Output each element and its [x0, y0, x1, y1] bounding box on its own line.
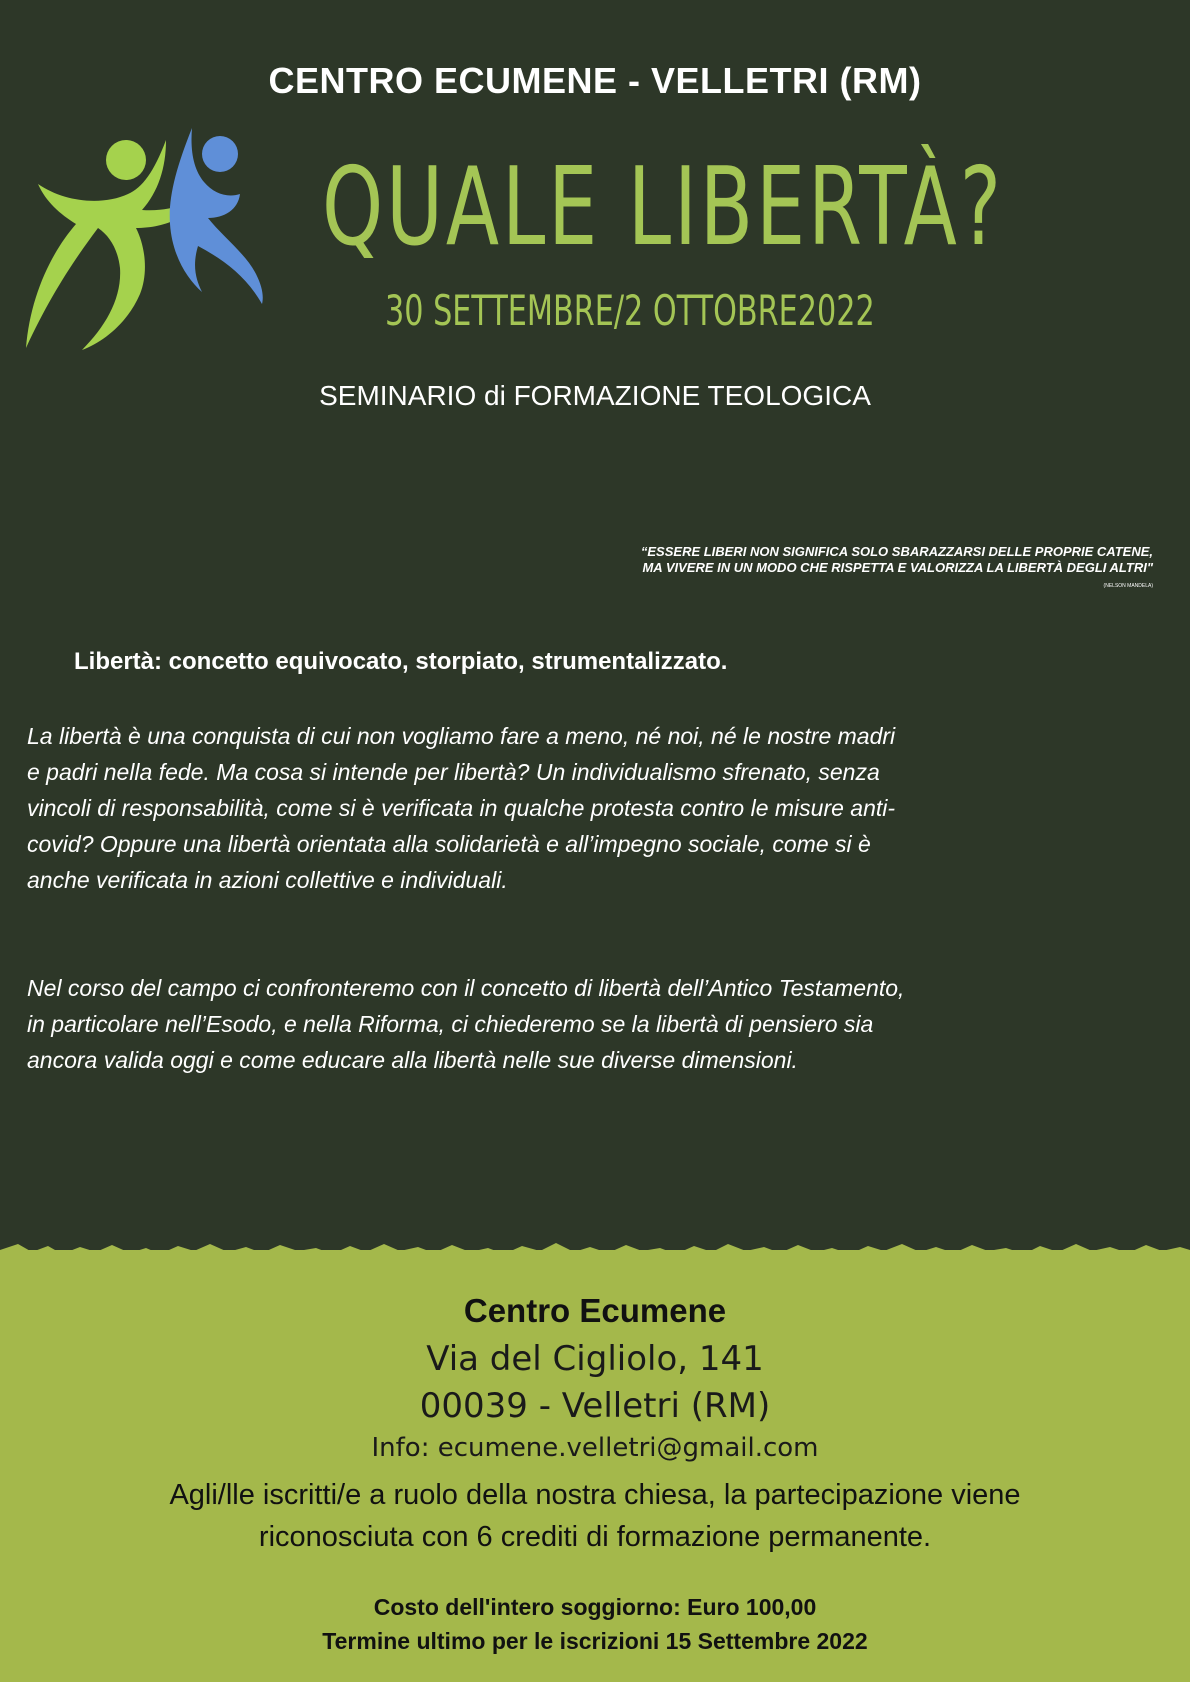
event-subtitle: SEMINARIO di FORMAZIONE TEOLOGICA — [319, 380, 871, 411]
blue-figure — [170, 128, 263, 304]
credits-note — [0, 1474, 1190, 1558]
event-title: QUALE LIBERTÀ? — [322, 145, 1004, 270]
organization-name: Centro Ecumene — [463, 1292, 727, 1329]
event-dates: 30 SETTEMBRE/2 OTTOBRE2022 — [385, 286, 875, 335]
intro-paragraph-1: La libertà è una conquista di cui non vogliamo fare a meno, né noi, né le nostre madri e padri nella fede. Ma cosa si intende per libertà? Un individualismo sfrenato, senza vincoli di responsabilità, come si è verificata in qualche protesta contro le misure anti-covid? Oppure una libertà orientata alla solidarietà e all’impegno sociale, come si è anche verificata in azioni collettive e individuali. — [27, 723, 896, 893]
two-dancing-figures-icon — [24, 128, 280, 352]
deadline-line: Termine ultimo per le iscrizioni 15 Settembre 2022 — [322, 1628, 868, 1654]
header-title: CENTRO ECUMENE - VELLETRI (RM) — [268, 60, 922, 101]
address-line-1: Via del Cigliolo, 141 — [426, 1339, 764, 1379]
credits-text: Agli/lle iscritti/e a ruolo della nostra chiesa, la partecipazione viene riconosciuta con 6 crediti di formazione permanente. — [169, 1479, 1021, 1553]
address-line-2: 00039 - Velletri (RM) — [419, 1386, 771, 1426]
intro-paragraph-2: Nel corso del campo ci confronteremo con il concetto di libertà dell’Antico Testamento, in particolare nell’Esodo, e nella Riforma, ci chiederemo se la libertà di pensiero sia ancora valida oggi e come educare alla libertà nelle sue diverse dimensioni. — [27, 975, 905, 1073]
quote-author: (NELSON MANDELA) — [1103, 583, 1153, 589]
cost-line: Costo dell'intero soggiorno: Euro 100,00 — [373, 1594, 817, 1620]
quote-line-2: MA VIVERE IN UN MODO CHE RISPETTA E VALORIZZA LA LIBERTÀ DEGLI ALTRI" — [642, 560, 1153, 575]
torn-edge-divider — [0, 1232, 1190, 1264]
contact-info[interactable]: Info: ecumene.velletri@gmail.com — [371, 1433, 819, 1463]
intro-lead: Libertà: concetto equivocato, storpiato, strumentalizzato. — [74, 648, 728, 675]
quote-line-1: “ESSERE LIBERI NON SIGNIFICA SOLO SBARAZZARSI DELLE PROPRIE CATENE, — [640, 544, 1153, 559]
quote — [453, 544, 1153, 576]
